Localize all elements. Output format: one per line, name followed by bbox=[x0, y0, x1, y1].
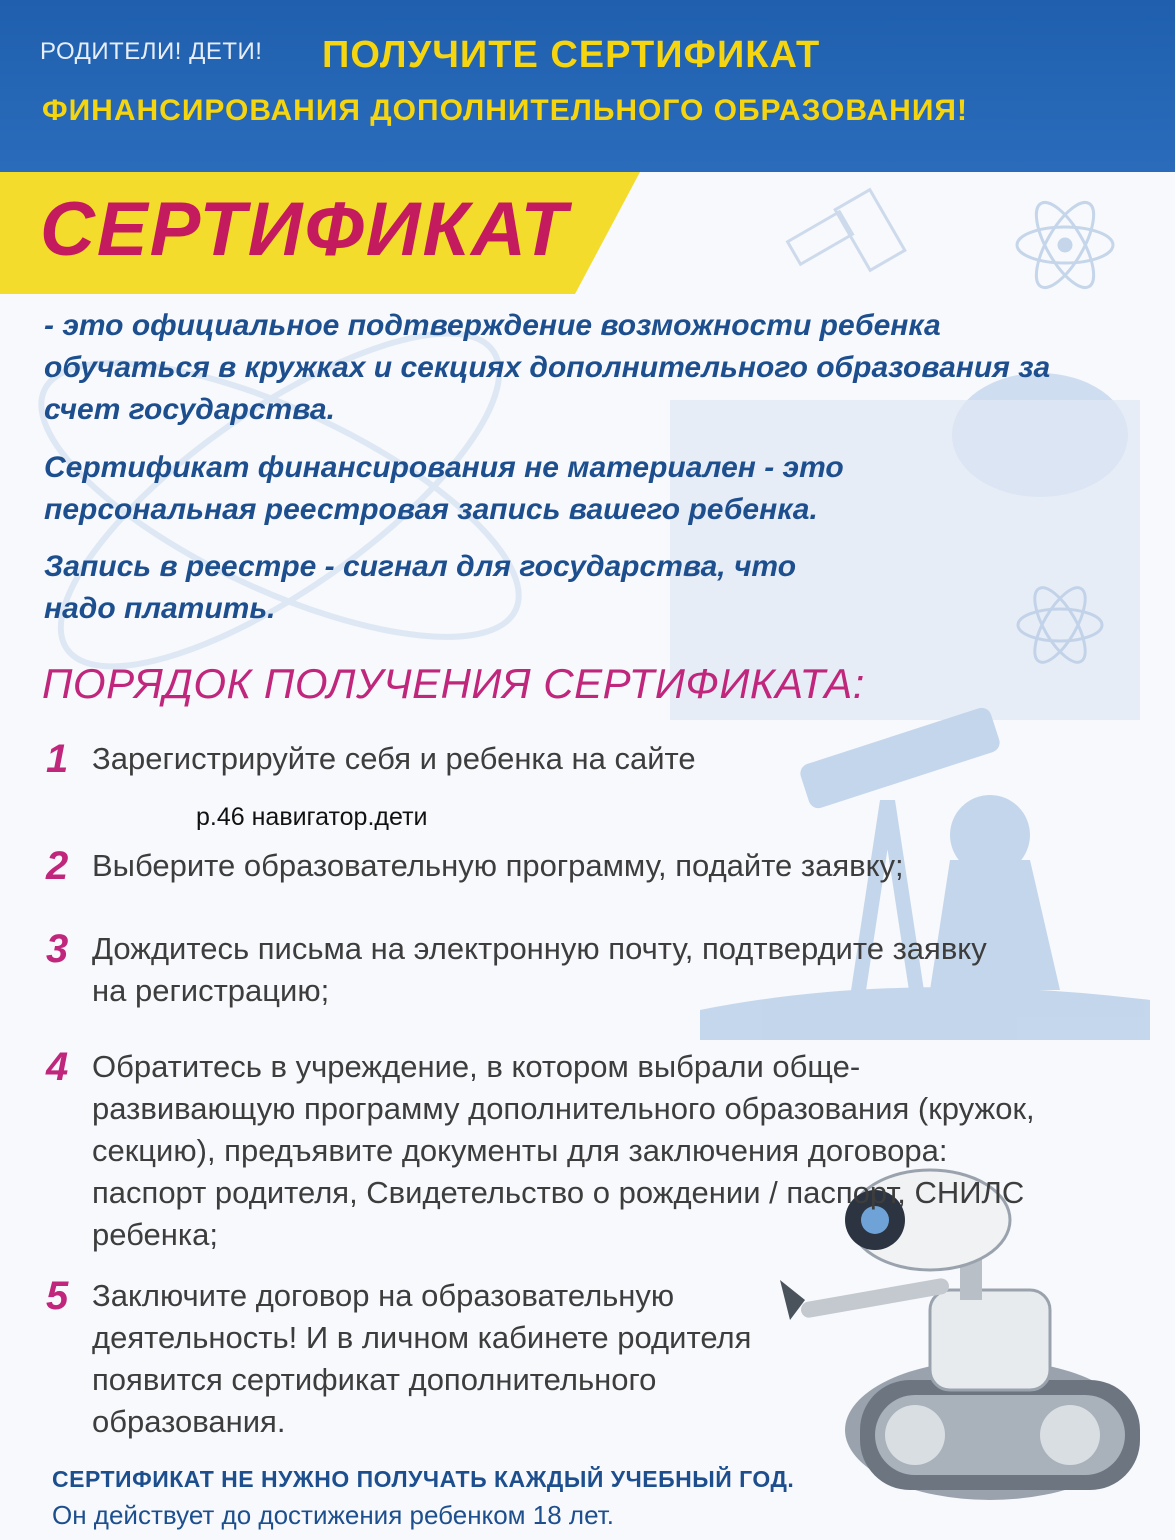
step-number: 1 bbox=[46, 737, 69, 781]
step-number: 3 bbox=[46, 927, 69, 971]
step-4 bbox=[46, 1046, 1036, 1256]
step-number: 4 bbox=[46, 1045, 69, 1089]
footer-notice: СЕРТИФИКАТ НЕ НУЖНО ПОЛУЧАТЬ КАЖДЫЙ УЧЕБНЫЙ ГОД. bbox=[52, 1466, 795, 1492]
satellite-icon bbox=[788, 190, 905, 271]
atom-icon bbox=[1017, 194, 1113, 295]
step-2 bbox=[46, 845, 1036, 887]
step-3 bbox=[46, 928, 1006, 1012]
procedure-title: ПОРЯДОК ПОЛУЧЕНИЯ СЕРТИФИКАТА: bbox=[42, 660, 865, 707]
intro-registry: Запись в реестре - сигнал для государства, что надо платить. bbox=[44, 550, 797, 625]
footer-validity: Он действует до достижения ребенком 18 лет. bbox=[52, 1500, 614, 1530]
step-text: Выберите образовательную программу, подайте заявку; bbox=[92, 848, 904, 883]
step-number: 2 bbox=[46, 844, 69, 888]
header-greeting: РОДИТЕЛИ! ДЕТИ! bbox=[40, 38, 263, 65]
step-text: Дождитесь письма на электронную почту, подтвердите заявку на регистрацию; bbox=[92, 931, 987, 1008]
site-note: р.46 навигатор.дети bbox=[196, 803, 428, 831]
certificate-title: СЕРТИФИКАТ bbox=[40, 187, 569, 272]
intro-definition: - это официальное подтверждение возможности ребенка обучаться в кружках и секциях дополнительного образования за счет государства. bbox=[44, 309, 1051, 426]
step-text: Зарегистрируйте себя и ребенка на сайте bbox=[92, 741, 696, 776]
step-text: Заключите договор на образовательную деятельность! И в личном кабинете родителя появится сертификат дополнительного образования. bbox=[92, 1278, 752, 1439]
intro-nonmaterial: Сертификат финансирования не материален - это персональная реестровая запись вашего ребенка. bbox=[44, 451, 844, 526]
step-number: 5 bbox=[46, 1274, 69, 1318]
header-title-line1: ПОЛУЧИТЕ СЕРТИФИКАТ bbox=[322, 34, 821, 76]
header-title-line2: ФИНАНСИРОВАНИЯ ДОПОЛНИТЕЛЬНОГО ОБРАЗОВАНИЯ! bbox=[42, 94, 968, 127]
step-1 bbox=[46, 738, 1036, 780]
step-5 bbox=[46, 1275, 766, 1443]
step-text: Обратитесь в учреждение, в котором выбрали обще-развивающую программу дополнительного образования (кружок, секцию), предъявите документы для заключения договора: паспорт родителя, Свидетельство о рождении / паспорт, СНИЛС ребенка; bbox=[92, 1049, 1035, 1252]
header-banner bbox=[0, 0, 1175, 172]
